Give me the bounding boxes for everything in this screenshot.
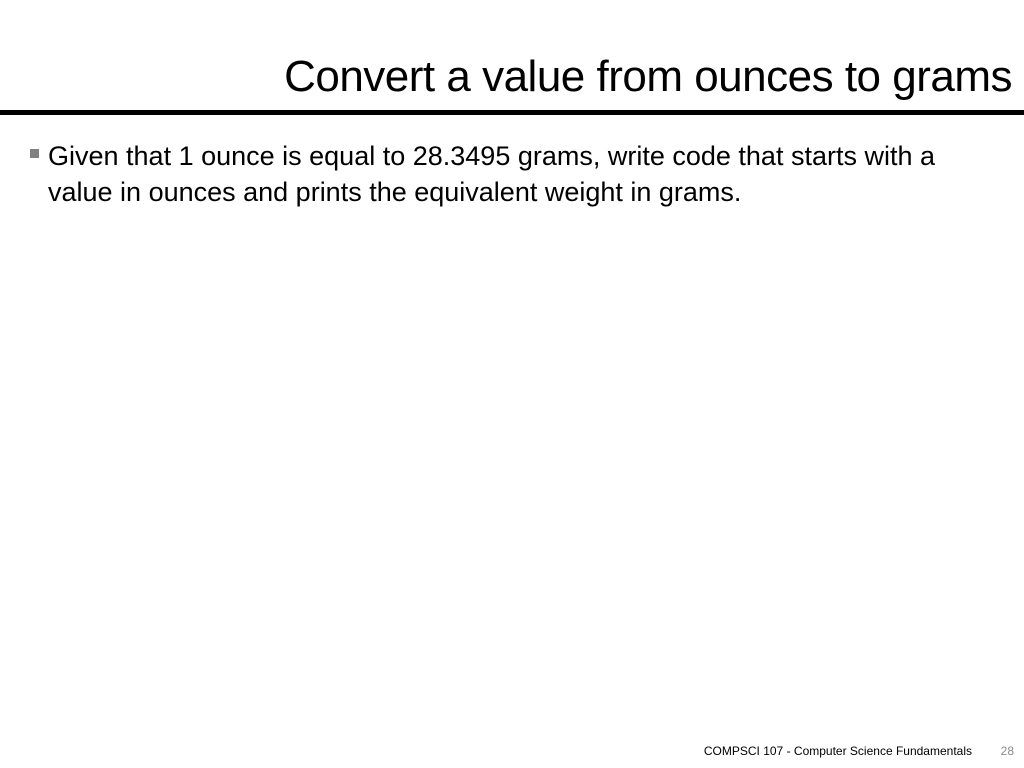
bullet-list [30, 138, 1000, 210]
bullet-item [30, 138, 1000, 210]
slide-title: Convert a value from ounces to grams [284, 52, 1012, 101]
title-divider [0, 110, 1024, 115]
page-number: 28 [1000, 744, 1014, 758]
square-bullet-icon [30, 149, 39, 158]
footer-text: COMPSCI 107 - Computer Science Fundamentals [703, 744, 972, 758]
bullet-text: Given that 1 ounce is equal to 28.3495 grams, write code that starts with a value in ounces and prints the equivalent weight in grams. [48, 141, 935, 207]
